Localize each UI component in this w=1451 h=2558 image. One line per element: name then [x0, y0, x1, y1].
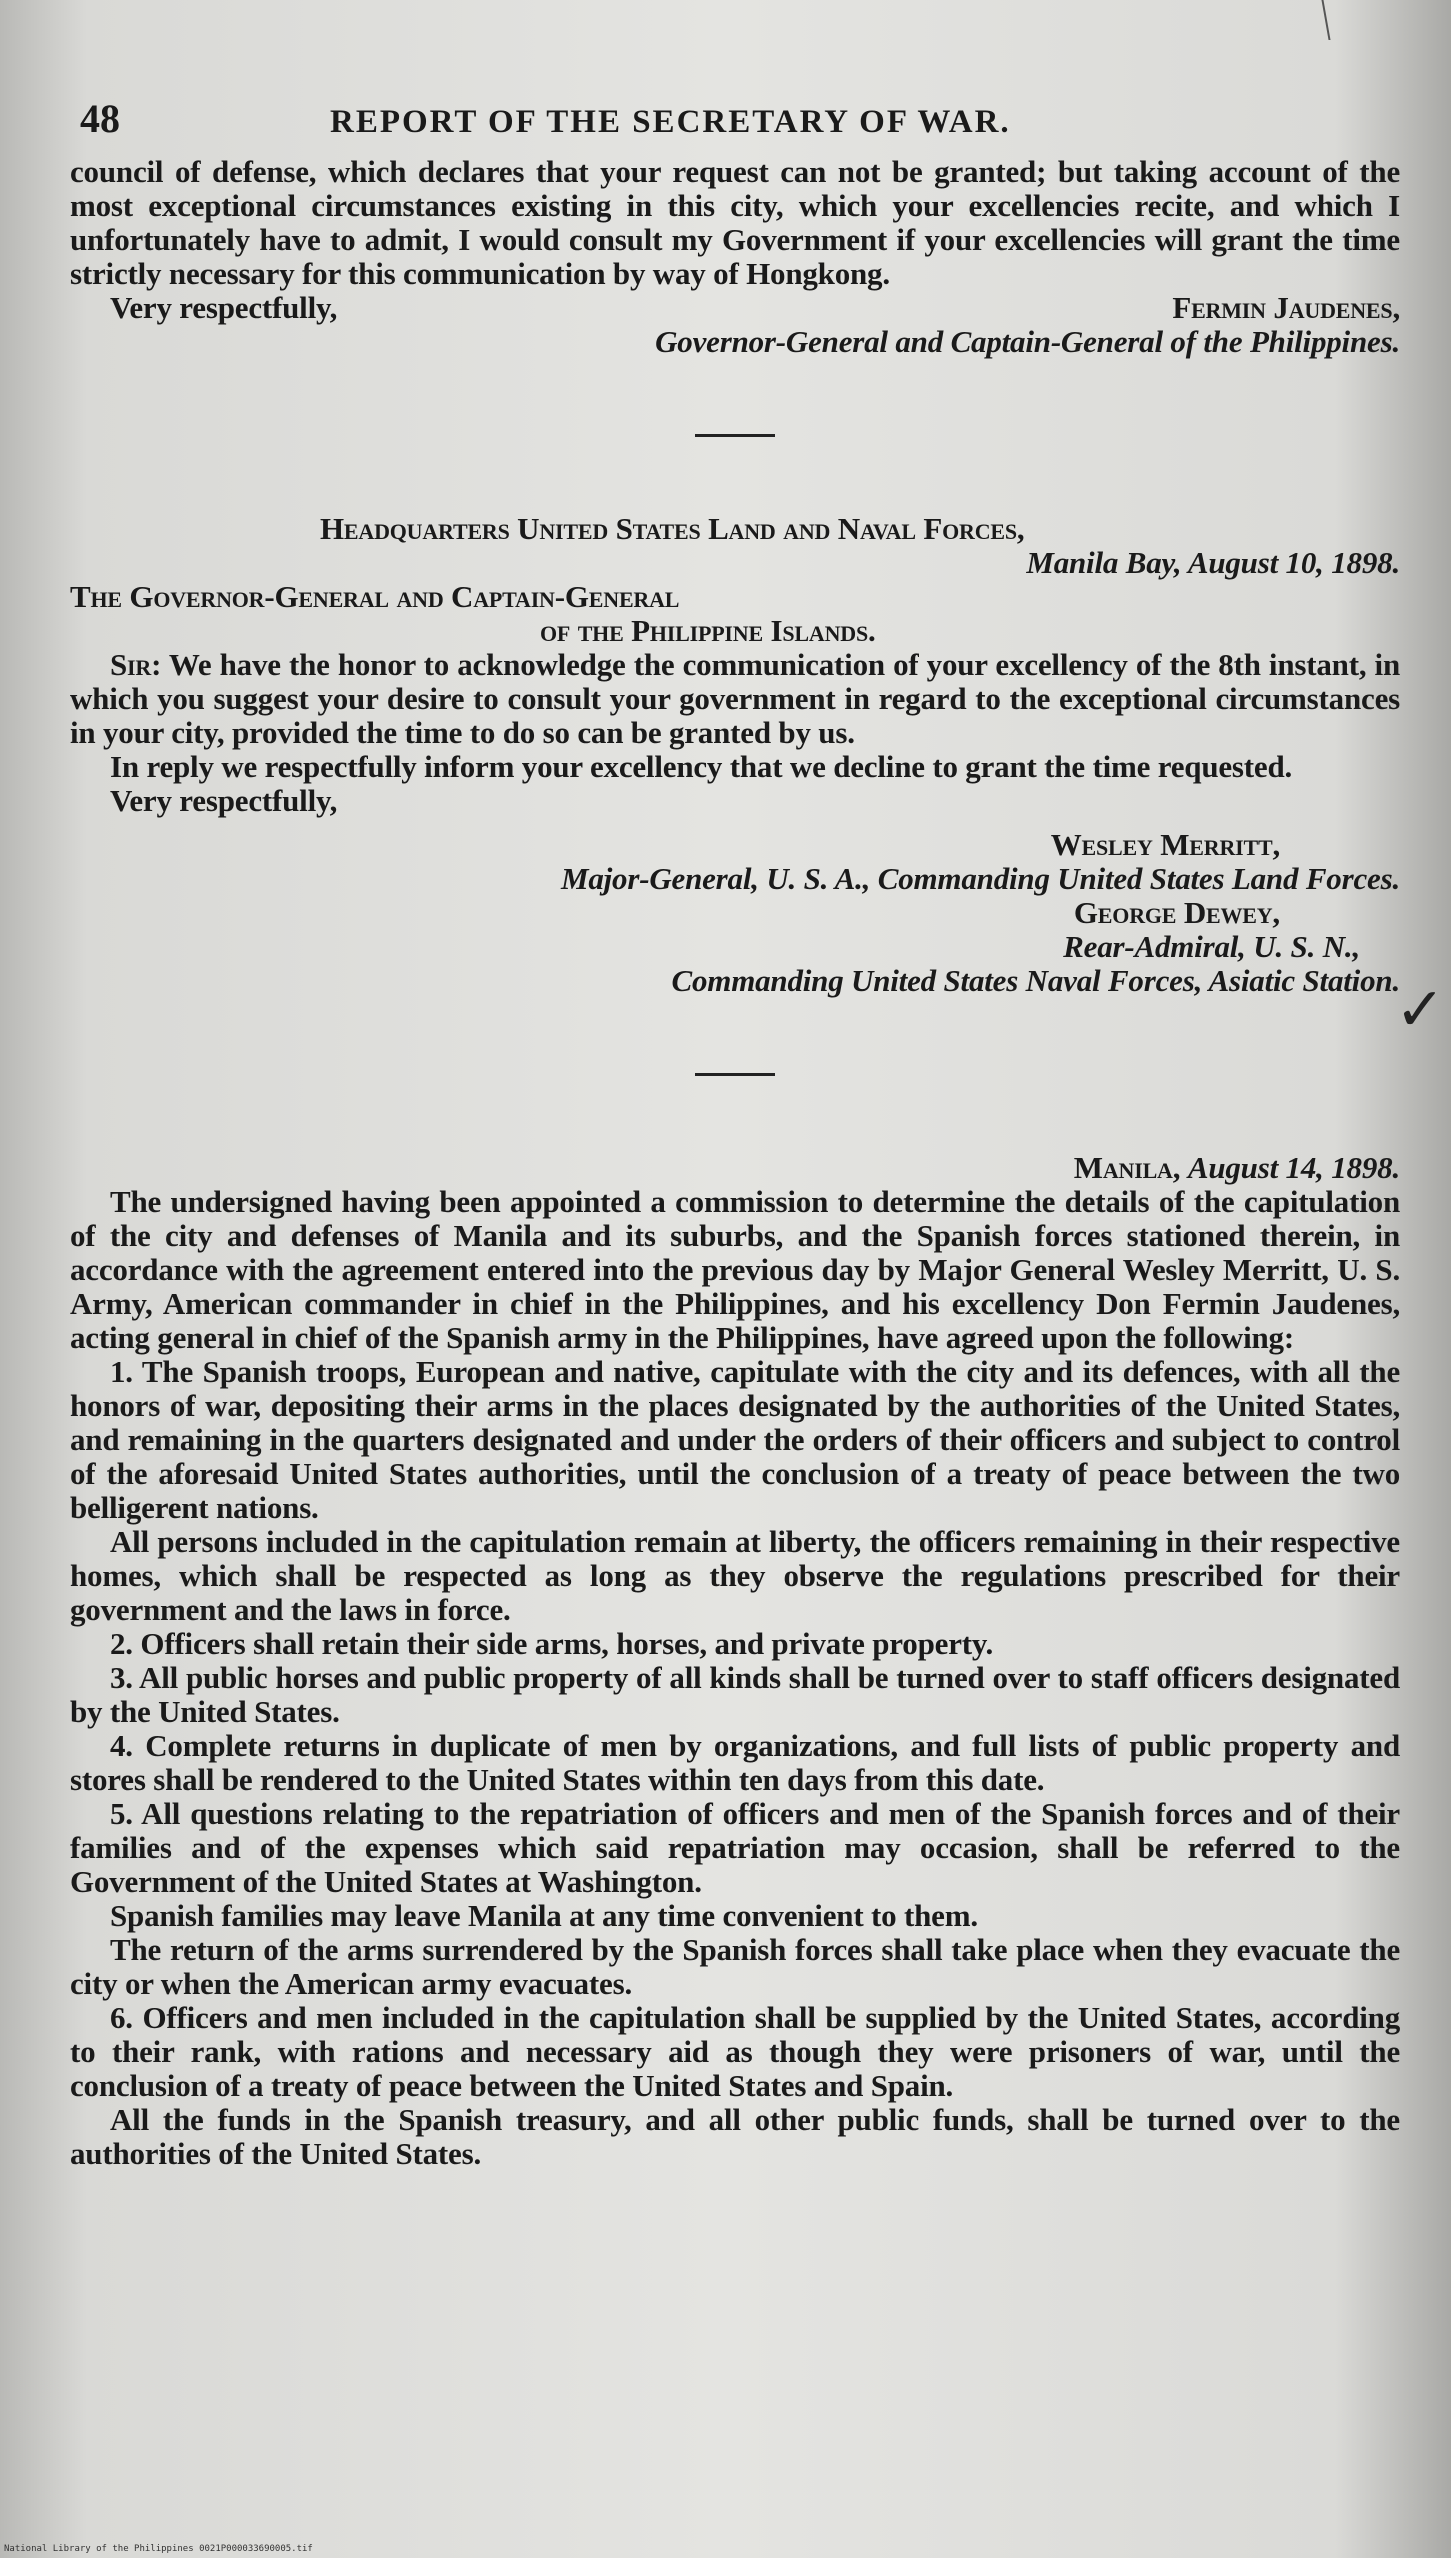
letter2-addressee-line2: of the Philippine Islands.: [540, 613, 876, 648]
letter2-signer2-title1: Rear-Admiral, U. S. N.,: [1063, 929, 1360, 964]
letter2-signer1: Wesley Merritt,: [1050, 827, 1280, 862]
running-title: REPORT OF THE SECRETARY OF WAR.: [330, 104, 1011, 140]
letter2-para1: Sir: We have the honor to acknowledge the communication of your excellency of the 8th instant, in which you suggest your desire to consult your government in regard to the exceptional circumstances in your city, provided the time to do so can be granted by us.: [70, 647, 1400, 750]
agreement-item: All persons included in the capitulation remain at liberty, the officers remaining in their respective homes, which shall be respected as long as they observe the regulations prescribed for their government and the laws in force.: [70, 1524, 1400, 1627]
salutation: Sir:: [110, 647, 162, 682]
agreement-item: 2. Officers shall retain their side arms, horses, and private property.: [110, 1626, 994, 1661]
agreement-place: Manila,: [1073, 1150, 1181, 1185]
letter1-closing: Very respectfully,: [110, 290, 338, 325]
letter2-dateline: Manila Bay, August 10, 1898.: [1026, 545, 1400, 580]
agreement-intro: The undersigned having been appointed a commission to determine the details of the capitulation of the city and defenses of Manila and its suburbs, and the Spanish forces stationed therein, in accordance with the agreement entered into the previous day by Major General Wesley Merritt, U. S. Army, American commander in chief in the Philippines, and his excellency Don Fermin Jaudenes, acting general in chief of the Spanish army in the Philippines, have agreed upon the following:: [70, 1184, 1400, 1355]
letter2-heading: Headquarters United States Land and Naval Forces,: [320, 511, 1025, 546]
running-header: [70, 95, 1400, 155]
agreement-item: 6. Officers and men included in the capitulation shall be supplied by the United States, according to their rank, with rations and necessary aid as though they were prisoners of war, until the conclusion of a treaty of peace between the United States and Spain.: [70, 2000, 1400, 2103]
letter2-para2: In reply we respectfully inform your excellency that we decline to grant the time requested.: [110, 749, 1293, 784]
agreement-item: 3. All public horses and public property of all kinds shall be turned over to staff officers designated by the United States.: [70, 1660, 1400, 1729]
agreement-dateline: [70, 1151, 1400, 1185]
agreement-item: The return of the arms surrendered by the Spanish forces shall take place when they evacuate the city or when the American army evacuates.: [70, 1932, 1400, 2001]
letter1-body: council of defense, which declares that your request can not be granted; but taking account of the most exceptional circumstances existing in this city, which your excellencies recite, and which I unfortunately have to admit, I would consult my Government if your excellencies will grant the time strictly necessary for this communication by way of Hongkong.: [70, 154, 1400, 291]
letter2-addressee-line1: The Governor-General and Captain-General: [70, 579, 680, 614]
agreement-date: August 14, 1898.: [1187, 1150, 1400, 1185]
agreement-item: 4. Complete returns in duplicate of men by organizations, and full lists of public property and stores shall be rendered to the United States within ten days from this date.: [70, 1728, 1400, 1797]
check-mark: ✓: [1395, 975, 1446, 1045]
letter2-signer2: George Dewey,: [1073, 895, 1280, 930]
letter2-closing: Very respectfully,: [110, 783, 338, 818]
margin-mark: [1321, 0, 1338, 40]
letter1-signer-title: Governor-General and Captain-General of the Philippines.: [655, 324, 1400, 359]
agreement-item: 1. The Spanish troops, European and native, capitulate with the city and its defences, with all the honors of war, depositing their arms in the places designated by the authorities of the United States, and remaining in the quarters designated and under the orders of their officers and subject to control of the aforesaid United States authorities, until the conclusion of a treaty of peace between the two belligerent nations.: [70, 1354, 1400, 1525]
scan-footer: National Library of the Philippines 0021P000033690005.tif: [4, 2544, 313, 2554]
letter1-signer: Fermin Jaudenes,: [1172, 290, 1400, 325]
agreement-item: All the funds in the Spanish treasury, and all other public funds, shall be turned over to the authorities of the United States.: [70, 2102, 1400, 2171]
page-content: [70, 95, 1400, 2171]
page-number: 48: [80, 96, 120, 141]
agreement-item: 5. All questions relating to the repatriation of officers and men of the Spanish forces and of their families and of the expenses which said repatriation may occasion, shall be referred to the Government of the United States at Washington.: [70, 1796, 1400, 1899]
letter2-signer2-title2: Commanding United States Naval Forces, Asiatic Station.: [671, 963, 1400, 998]
agreement-item: Spanish families may leave Manila at any time convenient to them.: [110, 1898, 978, 1933]
letter2-signer1-title: Major-General, U. S. A., Commanding United States Land Forces.: [560, 861, 1400, 896]
